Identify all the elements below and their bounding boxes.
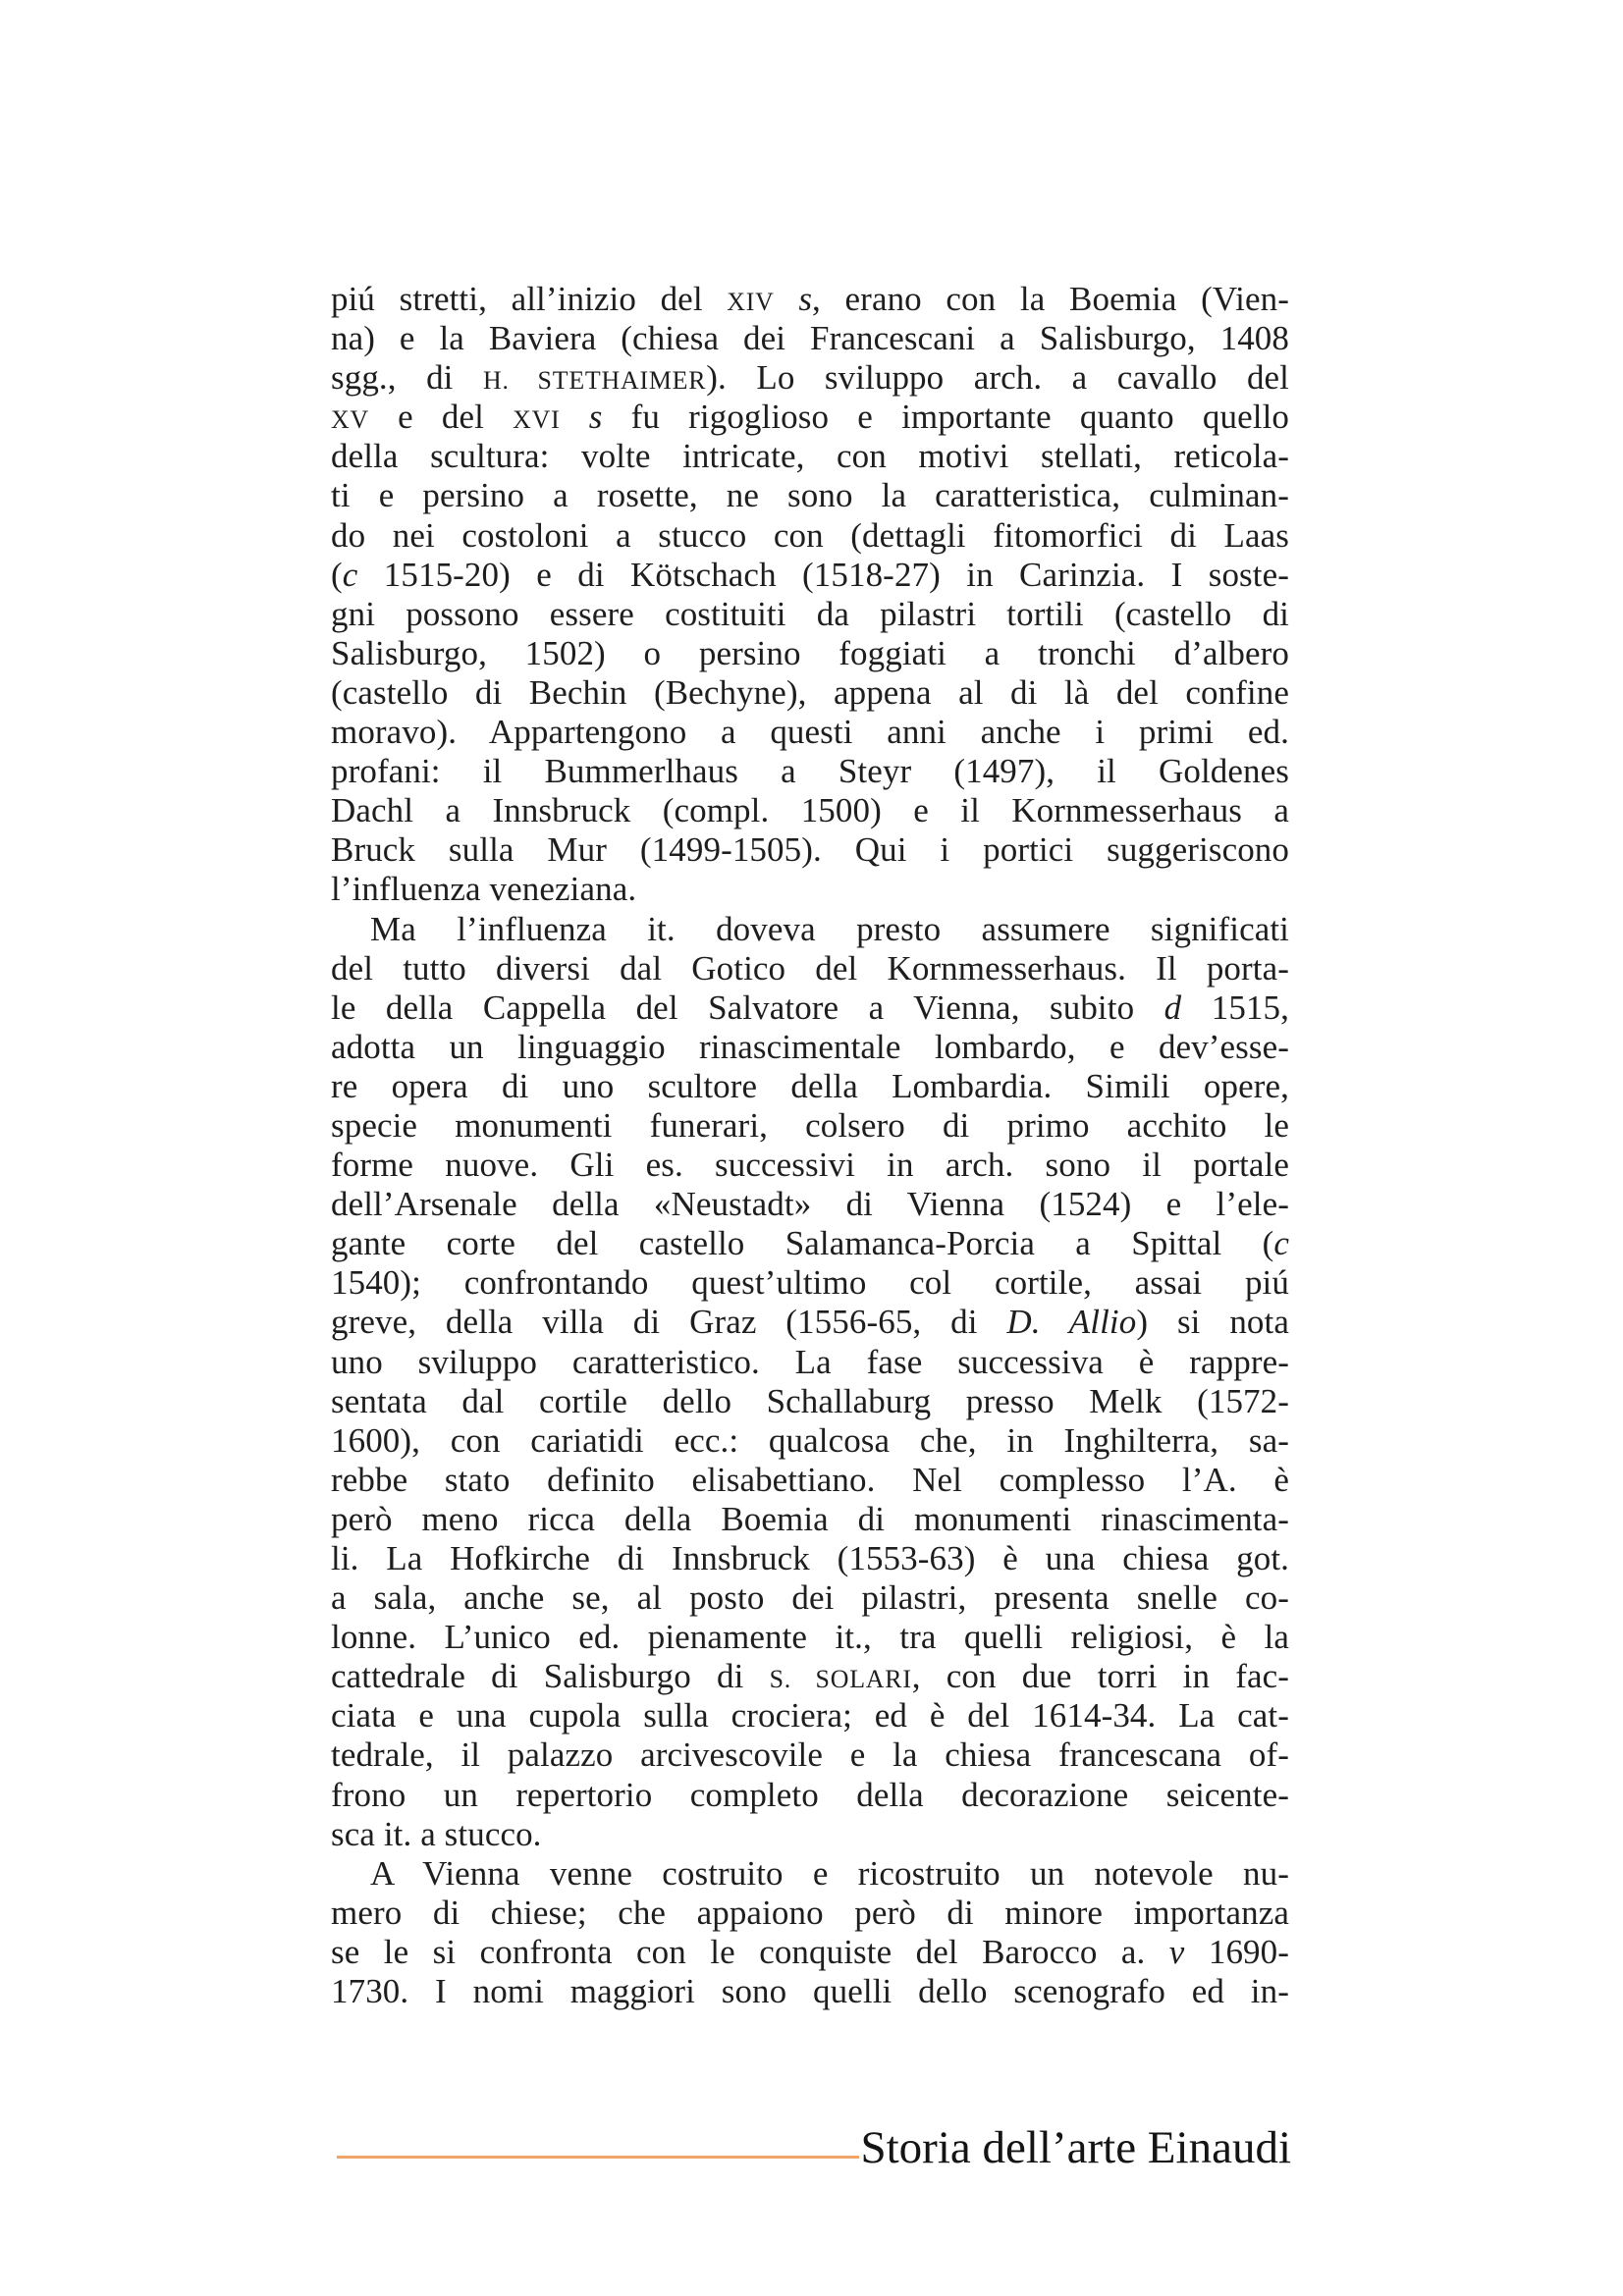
page-text-column: [331, 280, 1289, 2011]
text-line: gante corte del castello Salamanca-Porcia a Spittal (c: [331, 1224, 1289, 1263]
text-line: lonne. L’unico ed. pienamente it., tra quelli religiosi, è la: [331, 1618, 1289, 1657]
text-line: 1540); confrontando quest’ultimo col cortile, assai piú: [331, 1263, 1289, 1303]
text-line: frono un repertorio completo della decorazione seicente-: [331, 1775, 1289, 1814]
text-line: A Vienna venne costruito e ricostruito un notevole nu-: [370, 1853, 1289, 1893]
text-line: le della Cappella del Salvatore a Vienna, subito d 1515,: [331, 988, 1289, 1027]
text-line: piú stretti, all’inizio del XIV s, erano con la Boemia (Vien-: [331, 280, 1289, 318]
text-line: mero di chiese; che appaiono però di minore importanza: [331, 1893, 1289, 1932]
text-line: però meno ricca della Boemia di monumenti rinascimenta-: [331, 1499, 1289, 1538]
text-line: l’influenza veneziana.: [331, 870, 637, 909]
text-line: Ma l’influenza it. doveva presto assumere significati: [370, 909, 1289, 948]
text-line: sgg., di H. STETHAIMER). Lo sviluppo arch. a cavallo del: [331, 358, 1290, 398]
text-line: Dachl a Innsbruck (compl. 1500) e il Kornmesserhaus a: [331, 791, 1289, 830]
text-line: rebbe stato definito elisabettiano. Nel complesso l’A. è: [331, 1460, 1289, 1499]
text-line: specie monumenti funerari, colsero di primo acchito le: [331, 1105, 1289, 1145]
text-line: del tutto diversi dal Gotico del Kornmesserhaus. Il porta-: [331, 948, 1289, 988]
text-line: moravo). Appartengono a questi anni anche i primi ed.: [331, 713, 1289, 752]
text-line: della scultura: volte intricate, con motivi stellati, reticola-: [331, 437, 1289, 476]
footer-title: Storia dell’arte Einaudi: [860, 2122, 1291, 2173]
text-line: forme nuove. Gli es. successivi in arch. sono il portale: [331, 1146, 1289, 1185]
text-line: (c 1515-20) e di Kötschach (1518-27) in Carinzia. I soste-: [331, 555, 1289, 594]
text-line: ciata e una cupola sulla crociera; ed è del 1614-34. La cat-: [331, 1696, 1289, 1735]
text-line: cattedrale di Salisburgo di S. SOLARI, con due torri in fac-: [331, 1657, 1290, 1696]
text-line: XV e del XVI s fu rigoglioso e importante quanto quello: [331, 398, 1289, 437]
text-line: sentata dal cortile dello Schallaburg presso Melk (1572-: [331, 1381, 1289, 1420]
footer-rule: [337, 2156, 859, 2159]
text-line: 1730. I nomi maggiori sono quelli dello scenografo ed in-: [331, 1972, 1289, 2011]
text-line: na) e la Baviera (chiesa dei Francescani a Salisburgo, 1408: [331, 319, 1289, 358]
text-line: tedrale, il palazzo arcivescovile e la chiesa francescana of-: [331, 1735, 1289, 1775]
text-line: do nei costoloni a stucco con (dettagli fitomorfici di Laas: [331, 515, 1289, 555]
text-line: profani: il Bummerlhaus a Steyr (1497), il Goldenes: [331, 752, 1289, 791]
text-line: sca it. a stucco.: [331, 1814, 542, 1853]
text-line: adotta un linguaggio rinascimentale lombardo, e dev’esse-: [331, 1027, 1289, 1066]
text-line: se le si confronta con le conquiste del Barocco a. v 1690-: [331, 1932, 1289, 1971]
text-line: Bruck sulla Mur (1499-1505). Qui i portici suggeriscono: [331, 830, 1289, 870]
text-line: 1600), con cariatidi ecc.: qualcosa che, in Inghilterra, sa-: [331, 1420, 1289, 1460]
text-line: li. La Hofkirche di Innsbruck (1553-63) è una chiesa got.: [331, 1539, 1289, 1577]
text-line: ti e persino a rosette, ne sono la caratteristica, culminan-: [331, 476, 1289, 515]
text-line: greve, della villa di Graz (1556-65, di D. Allio) si nota: [331, 1303, 1289, 1342]
text-line: re opera di uno scultore della Lombardia. Simili opere,: [331, 1066, 1289, 1105]
text-line: a sala, anche se, al posto dei pilastri, presenta snelle co-: [331, 1578, 1289, 1618]
text-line: (castello di Bechin (Bechyne), appena al di là del confine: [331, 672, 1289, 712]
text-line: dell’Arsenale della «Neustadt» di Vienna (1524) e l’ele-: [331, 1185, 1289, 1224]
text-line: Salisburgo, 1502) o persino foggiati a tronchi d’albero: [331, 633, 1289, 672]
text-line: gni possono essere costituiti da pilastri tortili (castello di: [331, 594, 1289, 633]
text-line: uno sviluppo caratteristico. La fase successiva è rappre-: [331, 1342, 1289, 1381]
